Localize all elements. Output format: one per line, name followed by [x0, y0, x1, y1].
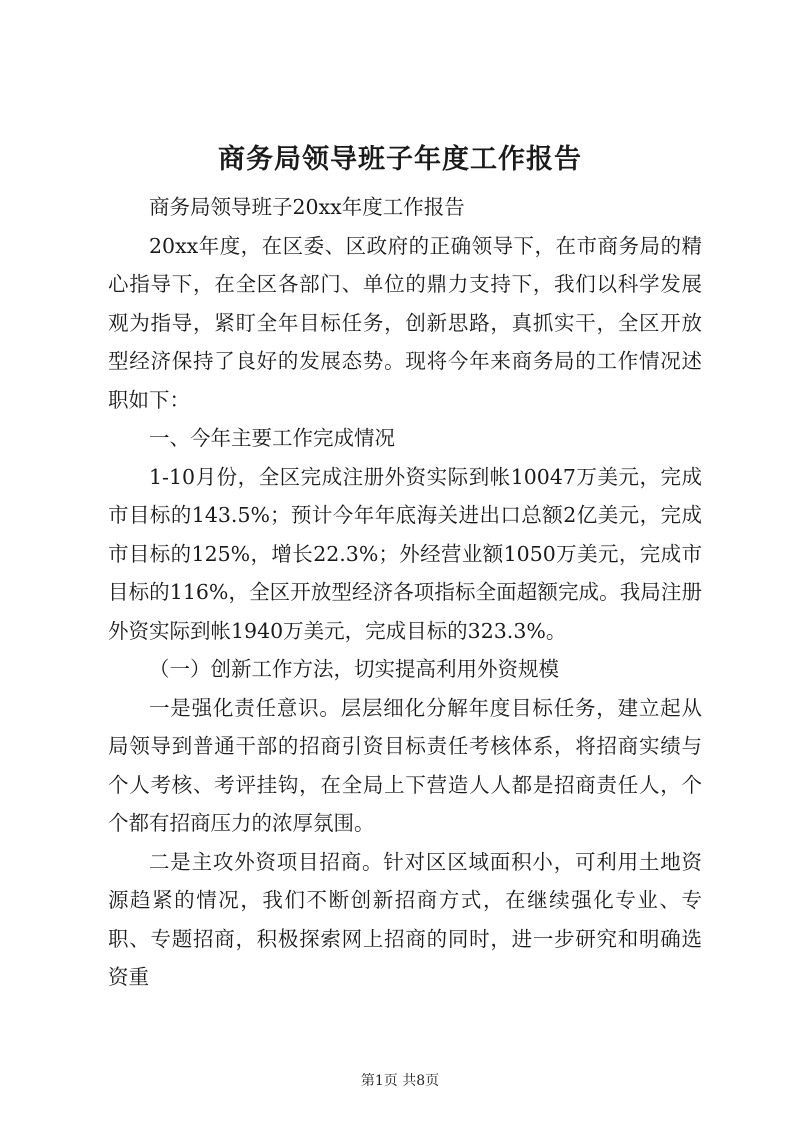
document-body: [108, 188, 702, 997]
document-title: 商务局领导班子年度工作报告: [218, 144, 582, 175]
paragraph-statistics: 1-10月份，全区完成注册外资实际到帐10047万美元，完成市目标的143.5%；预计今年年底海关进出口总额2亿美元，完成市目标的125%，增长22.3%；外经营业额1050万美元，完成市目标的116%，全区开放型经济各项指标全面超额完成。我局注册外资实际到帐1940万美元，完成目标的323.3%。: [108, 464, 702, 643]
subsection-heading-innovation: （一）创新工作方法，切实提高利用外资规模: [149, 657, 559, 681]
paragraph-intro: 20xx年度，在区委、区政府的正确领导下，在市商务局的精心指导下，在全区各部门、单位的鼎力支持下，我们以科学发展观为指导，紧盯全年目标任务，创新思路，真抓实干，全区开放型经济保持了良好的发展态势。现将今年来商务局的工作情况述职如下：: [108, 233, 702, 412]
page-footer: 第1页 共8页: [360, 1073, 440, 1089]
paragraph-report-heading: 商务局领导班子20xx年度工作报告: [149, 195, 465, 219]
paragraph-responsibility: 一是强化责任意识。层层细化分解年度目标任务，建立起从局领导到普通干部的招商引资目标责任考核体系，将招商实绩与个人考核、考评挂钩，在全局上下营造人人都是招商责任人，个个都有招商压力的浓厚氛围。: [108, 695, 702, 835]
section-heading-main-work: 一、今年主要工作完成情况: [149, 426, 395, 450]
paragraph-foreign-investment: 二是主攻外资项目招商。针对区区域面积小，可利用土地资源趋紧的情况，我们不断创新招商方式，在继续强化专业、专职、专题招商，积极探索网上招商的同时，进一步研究和明确选资重: [108, 849, 702, 989]
